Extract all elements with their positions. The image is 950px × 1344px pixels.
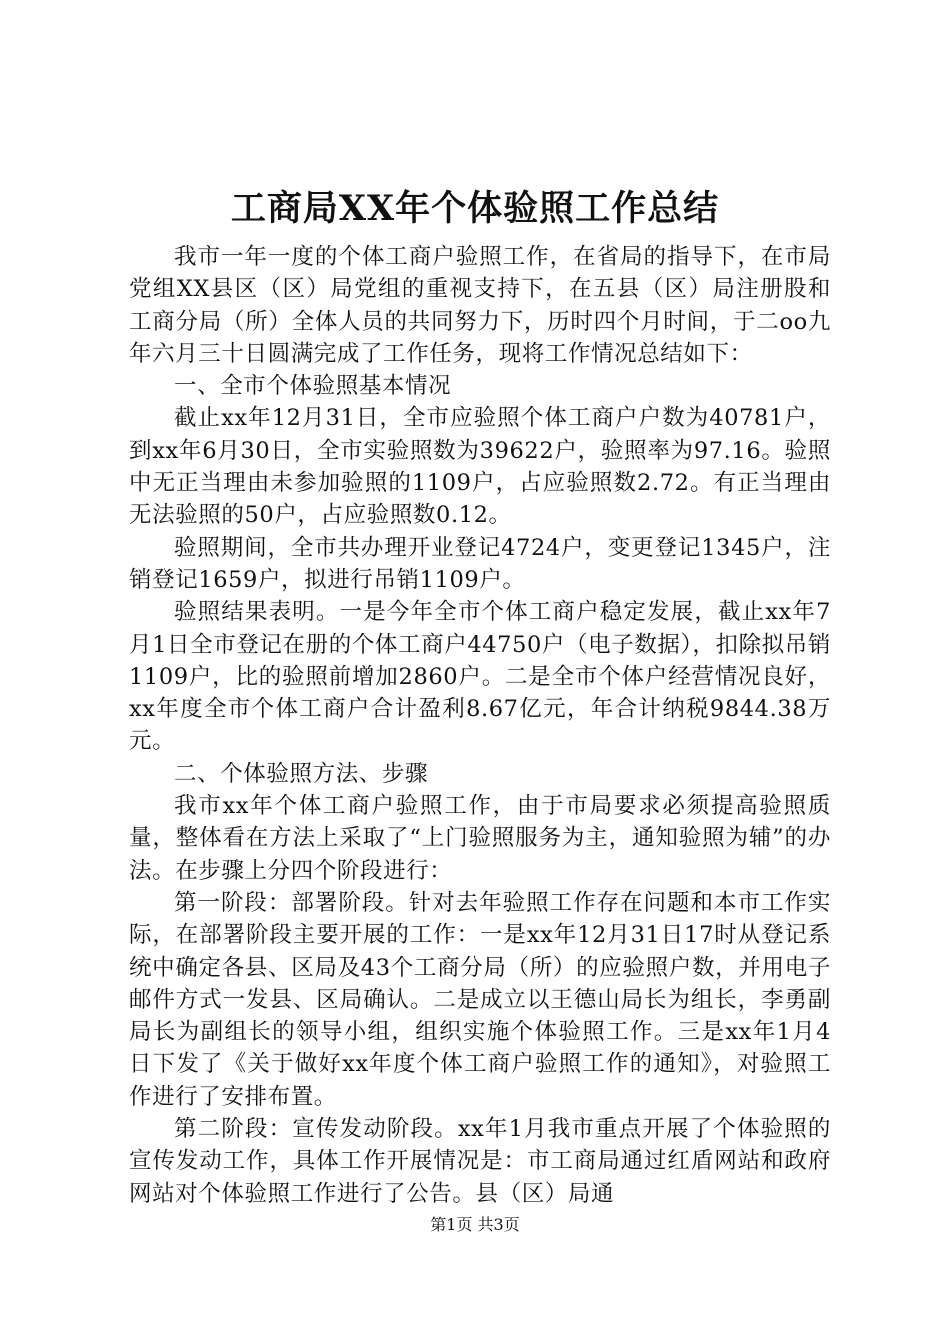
paragraph-stage-1: 第一阶段：部署阶段。针对去年验照工作存在问题和本市工作实际，在部署阶段主要开展的工作：一是xx年12月31日17时从登记系统中确定各县、区局及43个工商分局（所）的应验照户数，并用电子邮件方式一发县、区局确认。二是成立以王德山局长为组长，李勇副局长为副组长的领导小组，组织实施个体验照工作。三是xx年1月4日下发了《关于做好xx年度个体工商户验照工作的通知》，对验照工作进行了安排布置。 (129, 889, 831, 1110)
section-heading-1: 一、全市个体验照基本情况 (174, 373, 452, 400)
document-body (129, 241, 831, 1210)
paragraph-statistics: 截止xx年12月31日，全市应验照个体工商户户数为40781户，到xx年6月30日，全市实验照数为39622户，验照率为97.16。验照中无正当理由未参加验照的1109户，占应验照数2.72。有正当理由无法验照的50户，占应验照数0.12。 (129, 405, 831, 529)
paragraph-results: 验照结果表明。一是今年全市个体工商户稳定发展，截止xx年7月1日全市登记在册的个体工商户44750户（电子数据），扣除拟吊销1109户，比的验照前增加2860户。二是全市个体户经营情况良好，xx年度全市个体工商户合计盈利8.67亿元，年合计纳税9844.38万元。 (129, 599, 831, 755)
paragraph-registration: 验照期间，全市共办理开业登记4724户，变更登记1345户，注销登记1659户，拟进行吊销1109户。 (129, 534, 831, 593)
section-heading-2: 二、个体验照方法、步骤 (174, 760, 429, 787)
page-footer: 第1页 共3页 (430, 1215, 520, 1234)
intro-paragraph: 我市一年一度的个体工商户验照工作，在省局的指导下，在市局党组XX县区（区）局党组的重视支持下，在五县（区）局注册股和工商分局（所）全体人员的共同努力下，历时四个月时间，于二oo九年六月三十日圆满完成了工作任务，现将工作情况总结如下： (129, 244, 831, 367)
document-title: 工商局XX年个体验照工作总结 (230, 188, 720, 229)
paragraph-methods: 我市xx年个体工商户验照工作，由于市局要求必须提高验照质量，整体看在方法上采取了“上门验照服务为主，通知验照为辅”的办法。在步骤上分四个阶段进行： (129, 793, 831, 884)
paragraph-stage-2: 第二阶段：宣传发动阶段。xx年1月我市重点开展了个体验照的宣传发动工作，具体工作开展情况是：市工商局通过红盾网站和政府网站对个体验照工作进行了公告。县（区）局通 (129, 1116, 831, 1207)
